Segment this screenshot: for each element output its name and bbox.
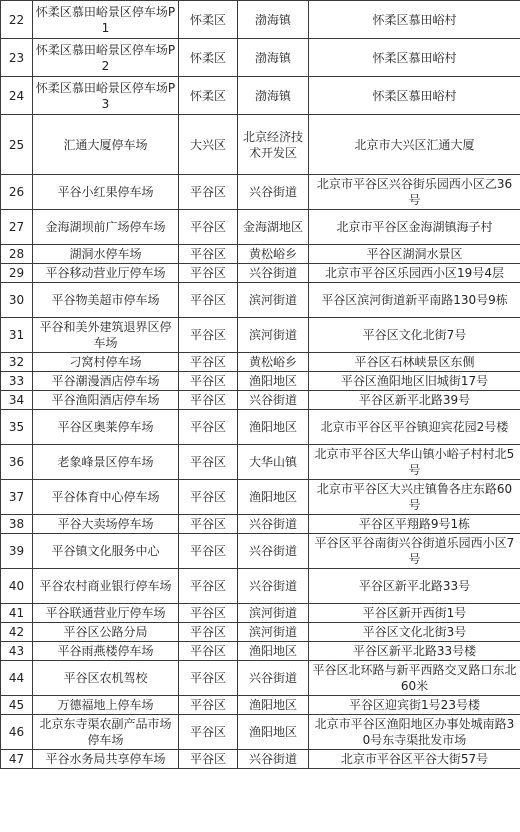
district-cell: 平谷区 — [179, 696, 238, 715]
town-cell: 渔阳地区 — [238, 372, 309, 391]
parking-lot-name: 怀柔区慕田峪景区停车场P1 — [33, 1, 179, 39]
address-cell: 平谷区文化北街7号 — [309, 318, 520, 353]
parking-lot-name: 平谷大卖场停车场 — [33, 515, 179, 534]
parking-lot-name: 平谷镇文化服务中心 — [33, 534, 179, 569]
parking-lot-name: 平谷区奥莱停车场 — [33, 410, 179, 445]
table-row — [1, 696, 520, 715]
table-row — [1, 1, 520, 39]
row-number: 24 — [1, 77, 33, 115]
district-cell: 怀柔区 — [179, 1, 238, 39]
table-row — [1, 604, 520, 623]
district-cell: 平谷区 — [179, 283, 238, 318]
town-cell: 滨河街道 — [238, 318, 309, 353]
district-cell: 平谷区 — [179, 715, 238, 750]
row-number: 32 — [1, 353, 33, 372]
parking-lot-name: 汇通大厦停车场 — [33, 115, 179, 175]
address-cell: 平谷区平谷南街兴谷街道乐园西小区7号 — [309, 534, 520, 569]
town-cell: 渔阳地区 — [238, 410, 309, 445]
town-cell: 滨河街道 — [238, 623, 309, 642]
table-row — [1, 515, 520, 534]
table-row — [1, 77, 520, 115]
town-cell: 大华山镇 — [238, 445, 309, 480]
address-cell: 北京市平谷区乐园西小区19号4层 — [309, 264, 520, 283]
district-cell: 平谷区 — [179, 750, 238, 769]
row-number: 41 — [1, 604, 33, 623]
town-cell: 兴谷街道 — [238, 391, 309, 410]
parking-lot-name: 平谷物美超市停车场 — [33, 283, 179, 318]
parking-lot-name: 怀柔区慕田峪景区停车场P2 — [33, 39, 179, 77]
address-cell: 平谷区平翔路9号1栋 — [309, 515, 520, 534]
town-cell: 北京经济技术开发区 — [238, 115, 309, 175]
row-number: 35 — [1, 410, 33, 445]
table-row — [1, 175, 520, 210]
address-cell: 北京市平谷区渔阳地区办事处城南路30号东寺渠批发市场 — [309, 715, 520, 750]
parking-lot-name: 平谷渔阳酒店停车场 — [33, 391, 179, 410]
row-number: 22 — [1, 1, 33, 39]
table-row — [1, 642, 520, 661]
table-row — [1, 534, 520, 569]
town-cell: 渤海镇 — [238, 39, 309, 77]
address-cell: 怀柔区慕田峪村 — [309, 39, 520, 77]
row-number: 47 — [1, 750, 33, 769]
address-cell: 北京市平谷区大华山镇小峪子村村北5号 — [309, 445, 520, 480]
parking-lot-name: 平谷联通营业厅停车场 — [33, 604, 179, 623]
table-row — [1, 569, 520, 604]
district-cell: 平谷区 — [179, 318, 238, 353]
row-number: 23 — [1, 39, 33, 77]
town-cell: 渔阳地区 — [238, 696, 309, 715]
town-cell: 兴谷街道 — [238, 534, 309, 569]
district-cell: 平谷区 — [179, 245, 238, 264]
parking-lot-name: 平谷移动营业厅停车场 — [33, 264, 179, 283]
row-number: 25 — [1, 115, 33, 175]
parking-lot-name: 平谷体育中心停车场 — [33, 480, 179, 515]
district-cell: 平谷区 — [179, 623, 238, 642]
district-cell: 平谷区 — [179, 569, 238, 604]
town-cell: 渤海镇 — [238, 77, 309, 115]
address-cell: 平谷区新开西街1号 — [309, 604, 520, 623]
row-number: 46 — [1, 715, 33, 750]
town-cell: 渔阳地区 — [238, 480, 309, 515]
row-number: 33 — [1, 372, 33, 391]
row-number: 34 — [1, 391, 33, 410]
parking-lot-name: 老象峰景区停车场 — [33, 445, 179, 480]
table-row — [1, 245, 520, 264]
row-number: 26 — [1, 175, 33, 210]
parking-lot-name: 湖洞水停车场 — [33, 245, 179, 264]
district-cell: 平谷区 — [179, 264, 238, 283]
address-cell: 平谷区新平北路33号楼 — [309, 642, 520, 661]
table-row — [1, 661, 520, 696]
table-row — [1, 283, 520, 318]
row-number: 27 — [1, 210, 33, 245]
district-cell: 怀柔区 — [179, 77, 238, 115]
address-cell: 北京市平谷区平谷镇迎宾花园2号楼 — [309, 410, 520, 445]
district-cell: 平谷区 — [179, 534, 238, 569]
town-cell: 黄松峪乡 — [238, 245, 309, 264]
parking-lot-name: 怀柔区慕田峪景区停车场P3 — [33, 77, 179, 115]
table-row — [1, 750, 520, 769]
address-cell: 平谷区新平北路39号 — [309, 391, 520, 410]
town-cell: 渤海镇 — [238, 1, 309, 39]
district-cell: 平谷区 — [179, 175, 238, 210]
district-cell: 平谷区 — [179, 391, 238, 410]
district-cell: 平谷区 — [179, 445, 238, 480]
address-cell: 平谷区北环路与新平西路交叉路口东北60米 — [309, 661, 520, 696]
table-row — [1, 39, 520, 77]
parking-lot-name: 平谷雨燕楼停车场 — [33, 642, 179, 661]
town-cell: 兴谷街道 — [238, 175, 309, 210]
row-number: 28 — [1, 245, 33, 264]
table-row — [1, 623, 520, 642]
table-row — [1, 318, 520, 353]
address-cell: 北京市平谷区大兴庄镇鲁各庄东路60号 — [309, 480, 520, 515]
parking-lot-name: 北京东寺渠农副产品市场停车场 — [33, 715, 179, 750]
address-cell: 平谷区滨河街道新平南路130号9栋 — [309, 283, 520, 318]
town-cell: 滨河街道 — [238, 283, 309, 318]
row-number: 31 — [1, 318, 33, 353]
address-cell: 平谷区新平北路33号 — [309, 569, 520, 604]
address-cell: 平谷区渔阳地区旧城街17号 — [309, 372, 520, 391]
parking-lot-name: 刁窝村停车场 — [33, 353, 179, 372]
district-cell: 平谷区 — [179, 372, 238, 391]
town-cell: 黄松峪乡 — [238, 353, 309, 372]
town-cell: 兴谷街道 — [238, 661, 309, 696]
row-number: 42 — [1, 623, 33, 642]
district-cell: 平谷区 — [179, 210, 238, 245]
district-cell: 大兴区 — [179, 115, 238, 175]
parking-lot-name: 平谷区公路分局 — [33, 623, 179, 642]
town-cell: 渔阳地区 — [238, 642, 309, 661]
table-row — [1, 372, 520, 391]
district-cell: 平谷区 — [179, 353, 238, 372]
town-cell: 兴谷街道 — [238, 569, 309, 604]
row-number: 45 — [1, 696, 33, 715]
address-cell: 平谷区文化北街3号 — [309, 623, 520, 642]
row-number: 30 — [1, 283, 33, 318]
district-cell: 平谷区 — [179, 661, 238, 696]
address-cell: 平谷区迎宾街1号23号楼 — [309, 696, 520, 715]
town-cell: 渔阳地区 — [238, 715, 309, 750]
row-number: 38 — [1, 515, 33, 534]
parking-lot-name: 万德福地上停车场 — [33, 696, 179, 715]
row-number: 44 — [1, 661, 33, 696]
row-number: 36 — [1, 445, 33, 480]
row-number: 43 — [1, 642, 33, 661]
table-row — [1, 480, 520, 515]
address-cell: 怀柔区慕田峪村 — [309, 77, 520, 115]
address-cell: 北京市平谷区兴谷街乐园西小区乙36号 — [309, 175, 520, 210]
table-row — [1, 115, 520, 175]
parking-lot-name: 平谷农村商业银行停车场 — [33, 569, 179, 604]
parking-lot-name: 平谷潮漫酒店停车场 — [33, 372, 179, 391]
parking-lot-name: 平谷区农机驾校 — [33, 661, 179, 696]
row-number: 40 — [1, 569, 33, 604]
town-cell: 滨河街道 — [238, 604, 309, 623]
town-cell: 兴谷街道 — [238, 750, 309, 769]
address-cell: 平谷区湖洞水景区 — [309, 245, 520, 264]
table-row — [1, 210, 520, 245]
district-cell: 平谷区 — [179, 480, 238, 515]
town-cell: 兴谷街道 — [238, 264, 309, 283]
town-cell: 金海湖地区 — [238, 210, 309, 245]
district-cell: 平谷区 — [179, 515, 238, 534]
row-number: 39 — [1, 534, 33, 569]
row-number: 37 — [1, 480, 33, 515]
table-row — [1, 410, 520, 445]
address-cell: 北京市平谷区金海湖镇海子村 — [309, 210, 520, 245]
parking-lot-name: 金海湖坝前广场停车场 — [33, 210, 179, 245]
district-cell: 怀柔区 — [179, 39, 238, 77]
row-number: 29 — [1, 264, 33, 283]
district-cell: 平谷区 — [179, 410, 238, 445]
town-cell: 兴谷街道 — [238, 515, 309, 534]
table-row — [1, 264, 520, 283]
address-cell: 平谷区石林峡景区东侧 — [309, 353, 520, 372]
district-cell: 平谷区 — [179, 604, 238, 623]
table-row — [1, 715, 520, 750]
parking-lot-name: 平谷水务局共享停车场 — [33, 750, 179, 769]
table-row — [1, 353, 520, 372]
district-cell: 平谷区 — [179, 642, 238, 661]
parking-lot-name: 平谷小红果停车场 — [33, 175, 179, 210]
address-cell: 北京市大兴区汇通大厦 — [309, 115, 520, 175]
table-body — [1, 1, 520, 769]
table-row — [1, 391, 520, 410]
address-cell: 北京市平谷区平谷大街57号 — [309, 750, 520, 769]
table-row — [1, 445, 520, 480]
parking-lot-name: 平谷和美外建筑退界区停车场 — [33, 318, 179, 353]
address-cell: 怀柔区慕田峪村 — [309, 1, 520, 39]
